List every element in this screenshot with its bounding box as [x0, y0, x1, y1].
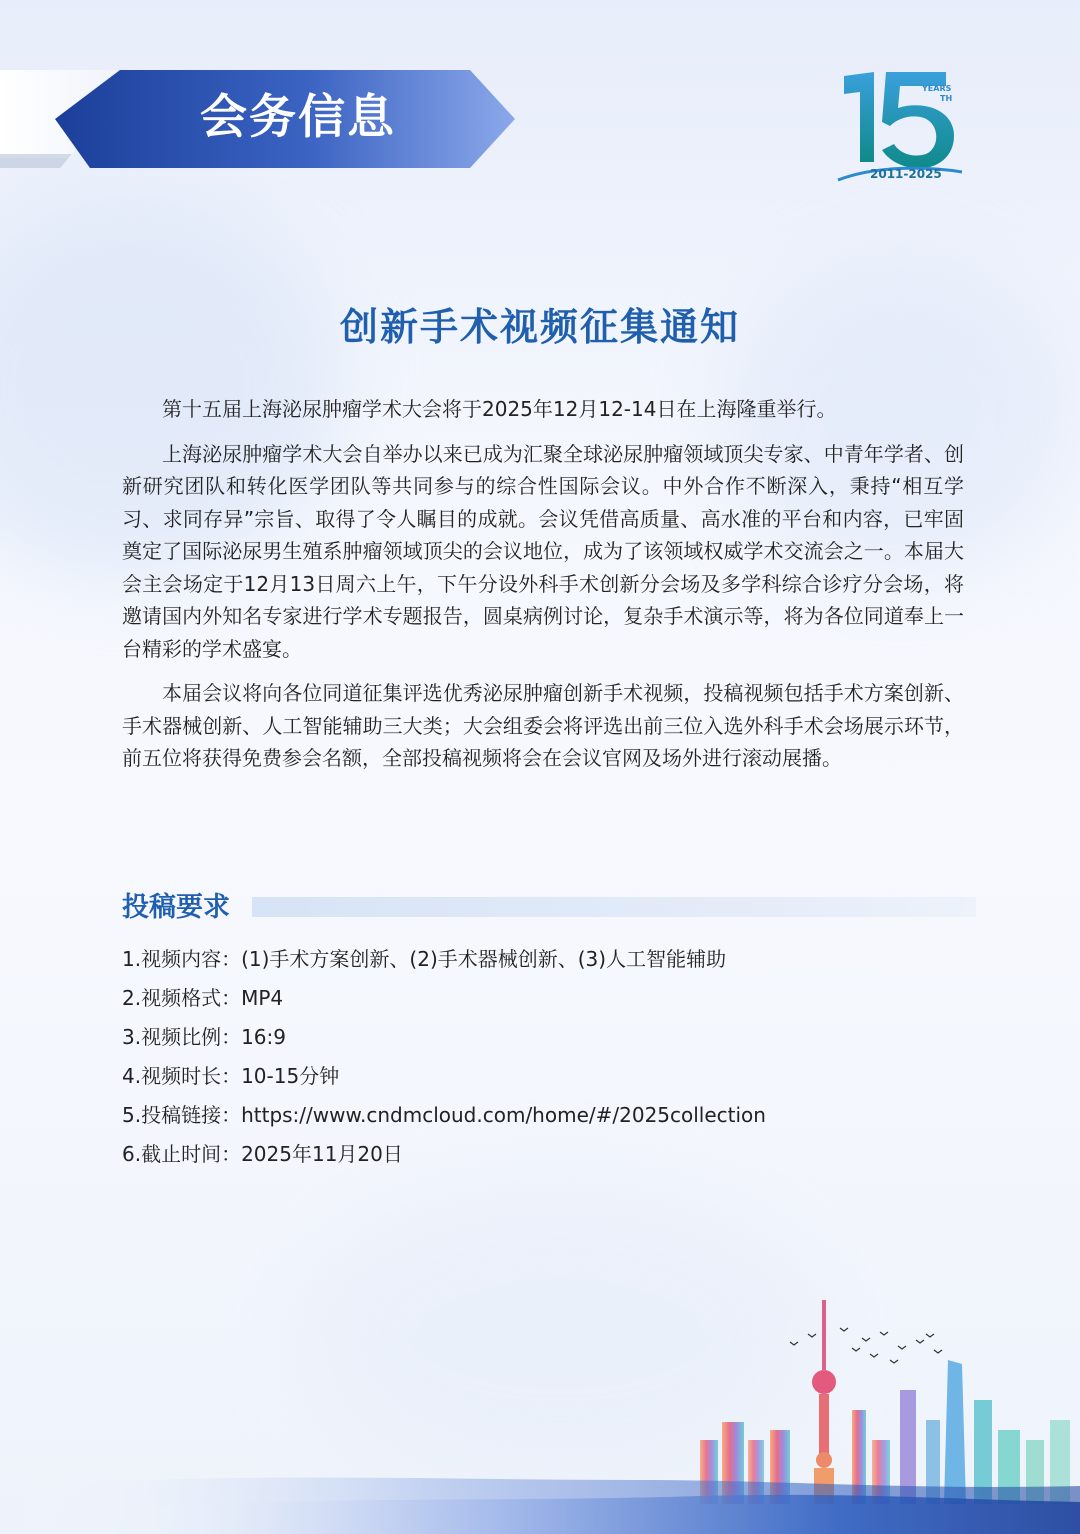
- logo-year-range: 2011-2025: [870, 167, 942, 181]
- requirements-title: 投稿要求: [122, 892, 230, 923]
- intro-paragraph: 本届会议将向各位同道征集评选优秀泌尿肿瘤创新手术视频，投稿视频包括手术方案创新、手术器械创新、人工智能辅助三大类；大会组委会将评选出前三位入选外科手术会场展示环节，前五位将获得免费参会名额，全部投稿视频将会在会议官网及场外进行滚动展播。: [122, 681, 964, 770]
- requirement-link-item[interactable]: 5.投稿链接：https://www.cndmcloud.com/home/#/2025collection: [122, 1103, 766, 1127]
- birds: [790, 1328, 942, 1363]
- requirement-item: 4.视频时长：10-15分钟: [122, 1064, 340, 1088]
- requirement-item: 2.视频格式：MP4: [122, 986, 284, 1010]
- skyline-illustration: [0, 1290, 1080, 1534]
- logo-years-text: YEARS: [922, 84, 952, 93]
- intro-text: [122, 393, 964, 787]
- requirements-list: [122, 940, 982, 1174]
- requirement-item: 1.视频内容：(1)手术方案创新、(2)手术器械创新、(3)人工智能辅助: [122, 947, 727, 971]
- requirement-item: 3.视频比例：16:9: [122, 1025, 286, 1049]
- logo-th-text: TH: [940, 94, 953, 103]
- page-title: 创新手术视频征集通知: [339, 305, 740, 349]
- requirements-header: [122, 888, 976, 928]
- buildings: [700, 1300, 1070, 1504]
- requirement-item: 6.截止时间：2025年11月20日: [122, 1142, 403, 1166]
- intro-paragraph: 第十五届上海泌尿肿瘤学术大会将于2025年12月12-14日在上海隆重举行。: [162, 397, 837, 421]
- section-bar: [252, 897, 976, 917]
- banner-title: 会务信息: [200, 90, 396, 145]
- intro-paragraph: 上海泌尿肿瘤学术大会自举办以来已成为汇聚全球泌尿肿瘤领域顶尖专家、中青年学者、创新研究团队和转化医学团队等共同参与的综合性国际会议。中外合作不断深入，秉持“相互学习、求同存异”宗旨、取得了令人瞩目的成就。会议凭借高质量、高水准的平台和内容，已牢固奠定了国际泌尿男生殖系肿瘤领域顶尖的会议地位，成为了该领域权威学术交流会之一。本届大会主会场定于12月13日周六上午，下午分设外科手术创新分会场及多学科综合诊疗分会场，将邀请国内外知名专家进行学术专题报告，圆桌病例讨论，复杂手术演示等，将为各位同道奉上一台精彩的学术盛宴。: [122, 441, 964, 661]
